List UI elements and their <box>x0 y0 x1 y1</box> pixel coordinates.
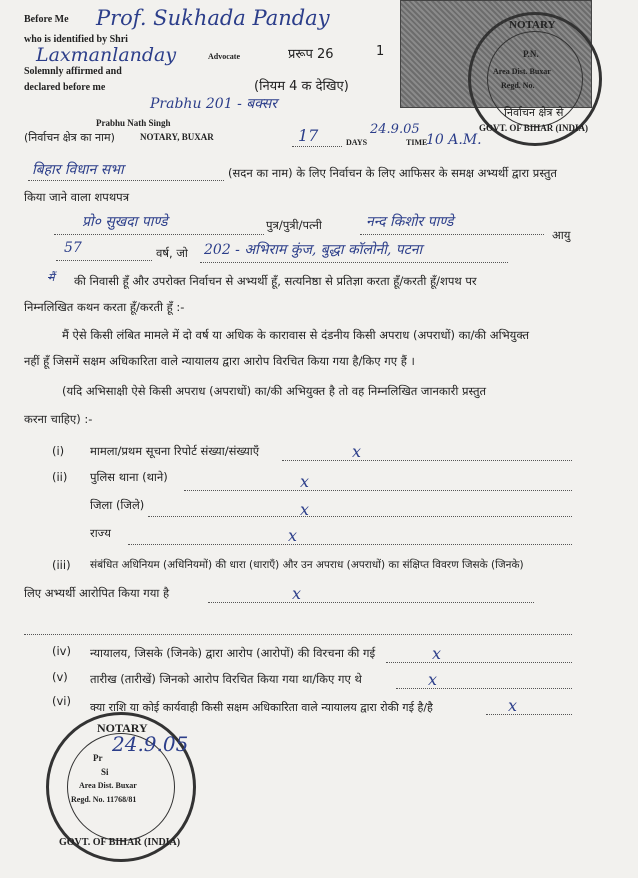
house-name: बिहार विधान सभा <box>32 162 124 178</box>
stamp-before-me: Before Me <box>24 14 69 25</box>
p1-line1: (सदन का नाम) के लिए निर्वाचन के लिए आफिसर के समक्ष अभ्यर्थी द्वारा प्रस्तुत <box>228 166 557 180</box>
seal-bottom-line1: Pr <box>93 753 103 763</box>
item-i-mark: x <box>352 442 362 461</box>
p1-line2: किया जाने वाला शपथपत्र <box>24 190 130 204</box>
signer-signature: Prof. Sukhada Panday <box>96 6 330 30</box>
seal-signature: 24.9.05 <box>112 732 189 756</box>
seal-top-arc-top: NOTARY <box>509 19 556 31</box>
seal-bottom-line4: Regd. No. 11768/81 <box>71 795 137 804</box>
seal-top-line1: P.N. <box>523 49 539 59</box>
years-label: वर्ष, जो <box>156 246 188 260</box>
item-vi-mark: x <box>508 696 518 715</box>
item-v-label: (v) <box>52 670 68 684</box>
item-ii-state: राज्य <box>90 526 111 540</box>
seal-bottom-arc-top: NOTARY <box>97 721 148 735</box>
item-iv-text: न्यायालय, जिसके (जिनके) द्वारा आरोप (आरोपों) की विरचना की गई <box>90 646 376 660</box>
p4-line2: निम्नलिखित कथन करता हूँ/करती हूँ :- <box>24 300 185 314</box>
item-v-mark: x <box>428 670 438 689</box>
item-ii-text: पुलिस थाना (थाने) <box>90 470 168 484</box>
item-vi-text: क्या राशि या कोई कार्यवाही किसी सक्षम अधिकारिता वाले न्यायालय द्वारा रोकी गई है/है <box>90 701 433 714</box>
item-iii-text: संबंधित अधिनियम (अधिनियमों) की धारा (धाराएँ) और उन अपराध (अपराधों) का संक्षिप्त विवरण जिसके (जिनके) <box>90 559 524 571</box>
item-i-text: मामला/प्रथम सूचना रिपोर्ट संख्या/संख्याएँ <box>90 444 260 458</box>
stamp-notary-place: NOTARY, BUXAR <box>140 132 214 142</box>
item-iii-text2: लिए अभ्यर्थी आरोपित किया गया है <box>24 586 170 600</box>
time-label: TIME <box>406 138 428 147</box>
item-i-label: (i) <box>52 444 65 458</box>
constituency-left-label: (निर्वाचन क्षेत्र का नाम) <box>24 131 115 144</box>
item-ii-mark: x <box>300 472 310 491</box>
crossed-word: मैं <box>48 271 55 284</box>
item-iv-label: (iv) <box>52 644 71 658</box>
item-iii-label: (iii) <box>52 558 71 572</box>
stamp-notary-name: Prabhu Nath Singh <box>96 118 171 128</box>
rule-reference: (नियम 4 क देखिए) <box>254 79 349 94</box>
seal-bottom-line3: Area Dist. Buxar <box>79 781 137 790</box>
time-value: 10 A.M. <box>426 132 482 148</box>
notary-signature: Prabhu 201 - बक्सर <box>150 96 277 112</box>
item-iv-mark: x <box>432 644 442 663</box>
stamp-declared: declared before me <box>24 82 106 93</box>
item-ii-state-mark: x <box>288 526 298 545</box>
item-ii-district-mark: x <box>300 500 310 519</box>
item-v-text: तारीख (तारीखें) जिनको आरोप विरचित किया गया था/किए गए थे <box>90 672 362 686</box>
address-value: 202 - अभिराम कुंज, बुद्धा कॉलोनी, पटना <box>204 242 423 258</box>
item-ii-district: जिला (जिले) <box>90 498 145 512</box>
constituency-right-label: निर्वाचन क्षेत्र से <box>504 106 564 119</box>
date-number: 17 <box>298 126 319 145</box>
p6-line1: (यदि अभिसाक्षी ऐसे किसी अपराध (अपराधों) का/की अभियुक्त है तो वह निम्नलिखित जानकारी प्रस्तुत <box>62 384 487 398</box>
seal-top-arc-bottom: GOVT. OF BIHAR (INDIA) <box>479 123 589 133</box>
stamp-advocate: Advocate <box>208 52 240 61</box>
p4-line1: की निवासी हूँ और उपरोक्त निर्वाचन से अभ्यर्थी हूँ, सत्यनिष्ठा से प्रतिज्ञा करता हूँ/करती हूँ/शपथ पर <box>74 274 477 288</box>
item-iii-mark: x <box>292 584 302 603</box>
seal-top-line2: Area Dist. Buxar <box>493 67 551 76</box>
date-value: 24.9.05 <box>370 122 420 137</box>
stamp-solemnly: Solemnly affirmed and <box>24 66 122 77</box>
seal-bottom-arc-bottom: GOVT. OF BIHAR (INDIA) <box>59 837 181 848</box>
candidate-name: प्रो० सुखदा पाण्डे <box>82 214 168 230</box>
item-vi-label: (vi) <box>52 694 71 708</box>
p5-line2: नहीं हूँ जिसमें सक्षम अधिकारिता वाले न्यायालय द्वारा आरोप विरचित किया गया है/किए गए हैं । <box>24 354 415 368</box>
stamp-identified-by: who is identified by Shri <box>24 34 128 45</box>
form-suffix: 1 <box>376 44 385 59</box>
p6-line2: करना चाहिए) :- <box>24 412 93 426</box>
seal-bottom-line2: Si <box>101 767 109 777</box>
seal-top-line3: Regd. No. <box>501 81 535 90</box>
identifier-signature: Laxmanlanday <box>36 44 177 66</box>
item-ii-label: (ii) <box>52 470 68 484</box>
p5-line1: मैं ऐसे किसी लंबित मामले में दो वर्ष या अधिक के कारावास से दंडनीय किसी अपराध (अपराधों) का/की अभियुक्त <box>62 328 530 342</box>
age-label: आयु <box>552 228 571 242</box>
relation-label: पुत्र/पुत्री/पत्नी <box>266 218 322 232</box>
age-value: 57 <box>64 240 82 256</box>
father-name: नन्द किशोर पाण्डे <box>366 214 454 230</box>
days-label: DAYS <box>346 138 368 147</box>
form-number: प्ररूप 26 <box>288 47 334 62</box>
notary-seal-top <box>468 12 602 146</box>
